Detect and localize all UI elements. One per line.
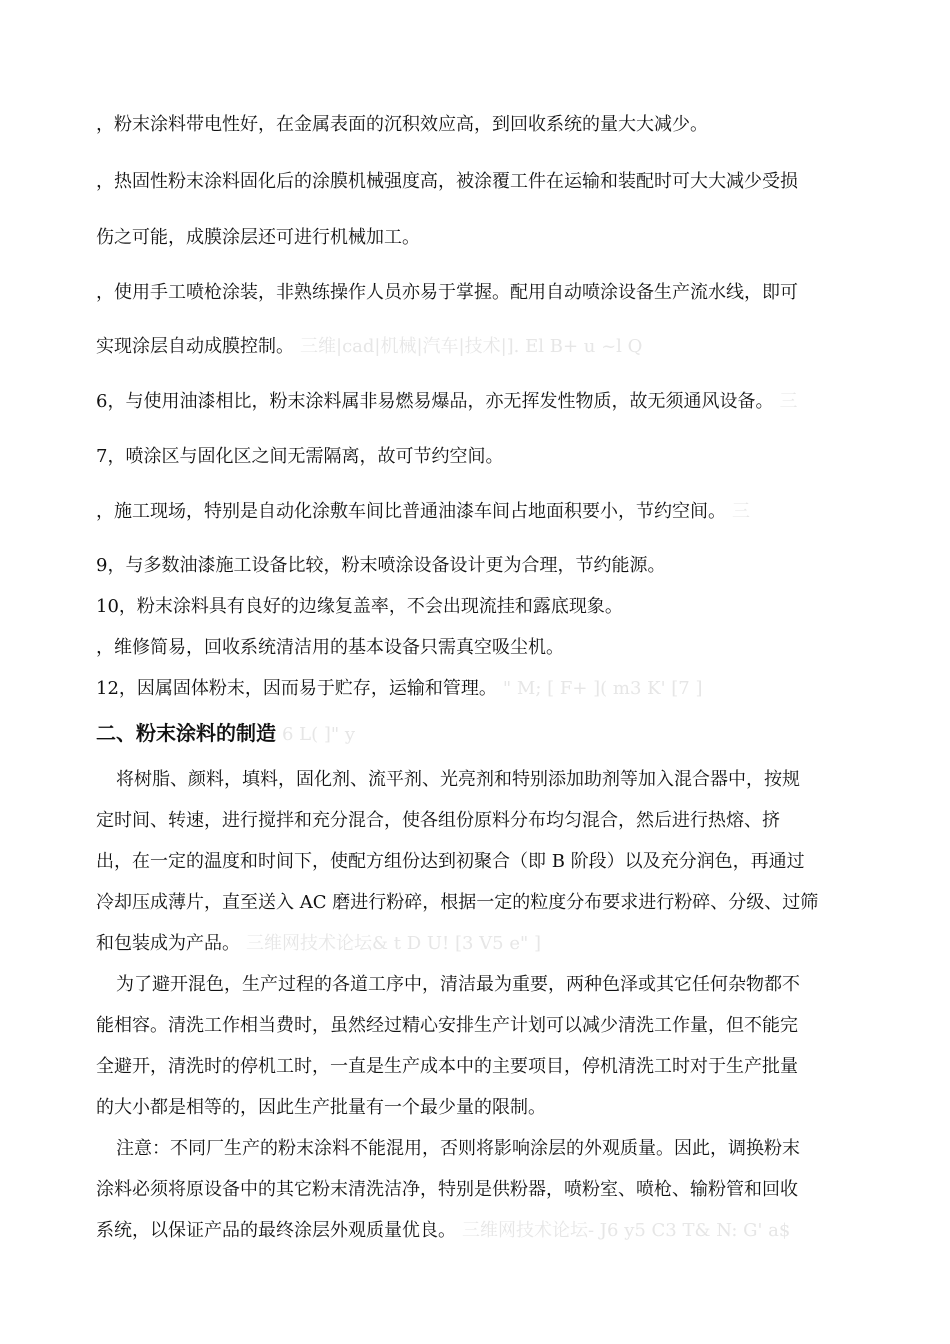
- list-item: 伤之可能，成膜涂层还可进行机械加工。: [96, 227, 420, 248]
- paragraph-line: 冷却压成薄片，直至送入 AC 磨进行粉碎，根据一定的粒度分布要求进行粉碎、分级、过筛: [96, 892, 819, 913]
- watermark-text: 三: [732, 501, 750, 522]
- paragraph-line: 能相容。清洗工作相当费时，虽然经过精心安排生产计划可以减少清洗工作量，但不能完: [96, 1015, 798, 1036]
- watermark-text: 三维网技术论坛- J6 y5 C3 T& N: G' a$: [462, 1220, 791, 1241]
- paragraph-line: 出，在一定的温度和时间下，使配方组份达到初聚合（即 B 阶段）以及充分润色，再通过: [96, 851, 805, 872]
- section-heading: 二、粉末涂料的制造 6 L( ]" y: [96, 721, 356, 745]
- list-item: 7，喷涂区与固化区之间无需隔离，故可节约空间。: [96, 446, 504, 467]
- watermark-text: 三: [779, 391, 798, 412]
- paragraph-line: 全避开，清洗时的停机工时，一直是生产成本中的主要项目，停机清洗工时对于生产批量: [96, 1056, 798, 1077]
- list-item: ，维修简易，回收系统清洁用的基本设备只需真空吸尘机。: [96, 637, 564, 658]
- paragraph-line: 的大小都是相等的，因此生产批量有一个最少量的限制。: [96, 1097, 546, 1118]
- paragraph-line: 为了避开混色，生产过程的各道工序中，清洁最为重要，两种色泽或其它任何杂物都不: [116, 974, 800, 995]
- list-item: 10，粉末涂料具有良好的边缘复盖率，不会出现流挂和露底现象。: [96, 596, 623, 617]
- paragraph-line: 系统，以保证产品的最终涂层外观质量优良。 三维网技术论坛- J6 y5 C3 T& N: G' a$: [96, 1220, 791, 1241]
- paragraph-line: 将树脂、颜料，填料，固化剂、流平剂、光亮剂和特别添加助剂等加入混合器中，按规: [116, 769, 800, 790]
- list-item: 9，与多数油漆施工设备比较，粉末喷涂设备设计更为合理，节约能源。: [96, 555, 666, 576]
- paragraph-line: 定时间、转速，进行搅拌和充分混合，使各组份原料分布均匀混合，然后进行热熔、挤: [96, 810, 780, 831]
- paragraph-line: 和包装成为产品。 三维网技术论坛& t D U! [3 V5 e" ]: [96, 933, 542, 954]
- list-item: ，使用手工喷枪涂装，非熟练操作人员亦易于掌握。配用自动喷涂设备生产流水线，即可: [96, 282, 798, 303]
- paragraph-line: 注意：不同厂生产的粉末涂料不能混用，否则将影响涂层的外观质量。因此，调换粉末: [116, 1138, 800, 1159]
- list-item: 6，与使用油漆相比，粉末涂料属非易燃易爆品，亦无挥发性物质，故无须通风设备。 三: [96, 391, 798, 412]
- paragraph-line: 涂料必须将原设备中的其它粉末清洗洁净，特别是供粉器，喷粉室、喷枪、输粉管和回收: [96, 1179, 798, 1200]
- list-item: ，热固性粉末涂料固化后的涂膜机械强度高，被涂覆工件在运输和装配时可大大减少受损: [96, 171, 798, 192]
- watermark-text: 6 L( ]" y: [282, 724, 356, 745]
- watermark-text: 三维|cad|机械|汽车|技术|]. El B+ u ~l Q: [300, 336, 643, 357]
- watermark-text: " M; [ F+ ]( m3 K' [7 ]: [502, 678, 703, 699]
- list-item: 实现涂层自动成膜控制。 三维|cad|机械|汽车|技术|]. El B+ u ~l Q: [96, 336, 643, 357]
- watermark-text: 三维网技术论坛& t D U! [3 V5 e" ]: [246, 933, 542, 954]
- list-item: ，粉末涂料带电性好，在金属表面的沉积效应高，到回收系统的量大大减少。: [96, 114, 708, 135]
- list-item: 12，因属固体粉末，因而易于贮存，运输和管理。 " M; [ F+ ]( m3 K' [7 ]: [96, 678, 703, 699]
- list-item: ，施工现场，特别是自动化涂敷车间比普通油漆车间占地面积要小，节约空间。 三: [96, 501, 750, 522]
